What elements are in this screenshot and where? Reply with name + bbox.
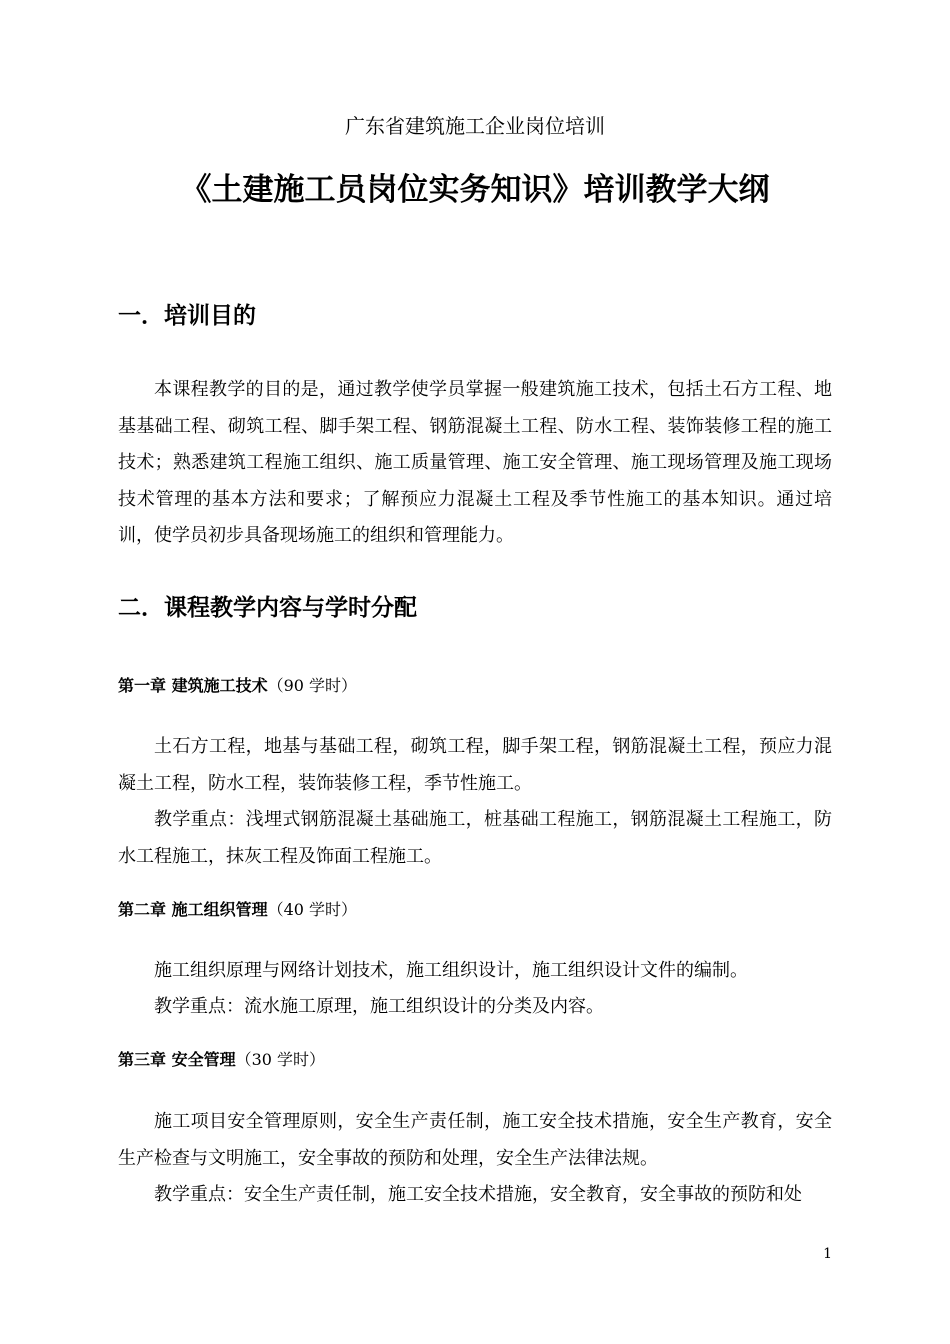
document-subtitle: 广东省建筑施工企业岗位培训 <box>345 114 605 138</box>
chapter-hours: （30 学时） <box>235 1050 326 1069</box>
chapter-heading-2 <box>118 898 357 922</box>
chapter-heading-3 <box>118 1048 325 1072</box>
document-title: 《土建施工员岗位实务知识》培训教学大纲 <box>180 172 770 208</box>
chapter-1-content: 土石方工程，地基与基础工程，砌筑工程，脚手架工程，钢筋混凝土工程，预应力混凝土工程，防水工程，装饰装修工程，季节性施工。 <box>118 736 832 794</box>
chapter-3-focus: 教学重点：安全生产责任制，施工安全技术措施，安全教育，安全事故的预防和处 <box>154 1184 802 1205</box>
section-heading-purpose: 一．培训目的 <box>118 303 256 329</box>
purpose-paragraph: 本课程教学的目的是，通过教学使学员掌握一般建筑施工技术，包括土石方工程、地基基础工程、砌筑工程、脚手架工程、钢筋混凝土工程、防水工程、装饰装修工程的施工技术；熟悉建筑工程施工组织、施工质量管理、施工安全管理、施工现场管理及施工现场技术管理的基本方法和要求；了解预应力混凝土工程及季节性施工的基本知识。通过培训，使学员初步具备现场施工的组织和管理能力。 <box>118 379 832 546</box>
section-heading-content: 二．课程教学内容与学时分配 <box>118 595 417 621</box>
chapter-3-content: 施工项目安全管理原则，安全生产责任制，施工安全技术措施，安全生产教育，安全生产检查与文明施工，安全事故的预防和处理，安全生产法律法规。 <box>118 1111 832 1169</box>
chapter-heading-1 <box>118 674 357 698</box>
chapter-1-focus: 教学重点：浅埋式钢筋混凝土基础施工，桩基础工程施工，钢筋混凝土工程施工，防水工程施工，抹灰工程及饰面工程施工。 <box>118 809 832 867</box>
chapter-title: 第三章 安全管理 <box>118 1050 236 1069</box>
page-number: 1 <box>823 1246 832 1262</box>
chapter-title: 第二章 施工组织管理 <box>118 900 268 919</box>
chapter-2-content: 施工组织原理与网络计划技术，施工组织设计，施工组织设计文件的编制。 <box>154 960 748 981</box>
chapter-title: 第一章 建筑施工技术 <box>118 676 268 695</box>
chapter-hours: （40 学时） <box>267 900 358 919</box>
chapter-2-focus: 教学重点：流水施工原理，施工组织设计的分类及内容。 <box>154 996 604 1017</box>
chapter-hours: （90 学时） <box>267 676 358 695</box>
